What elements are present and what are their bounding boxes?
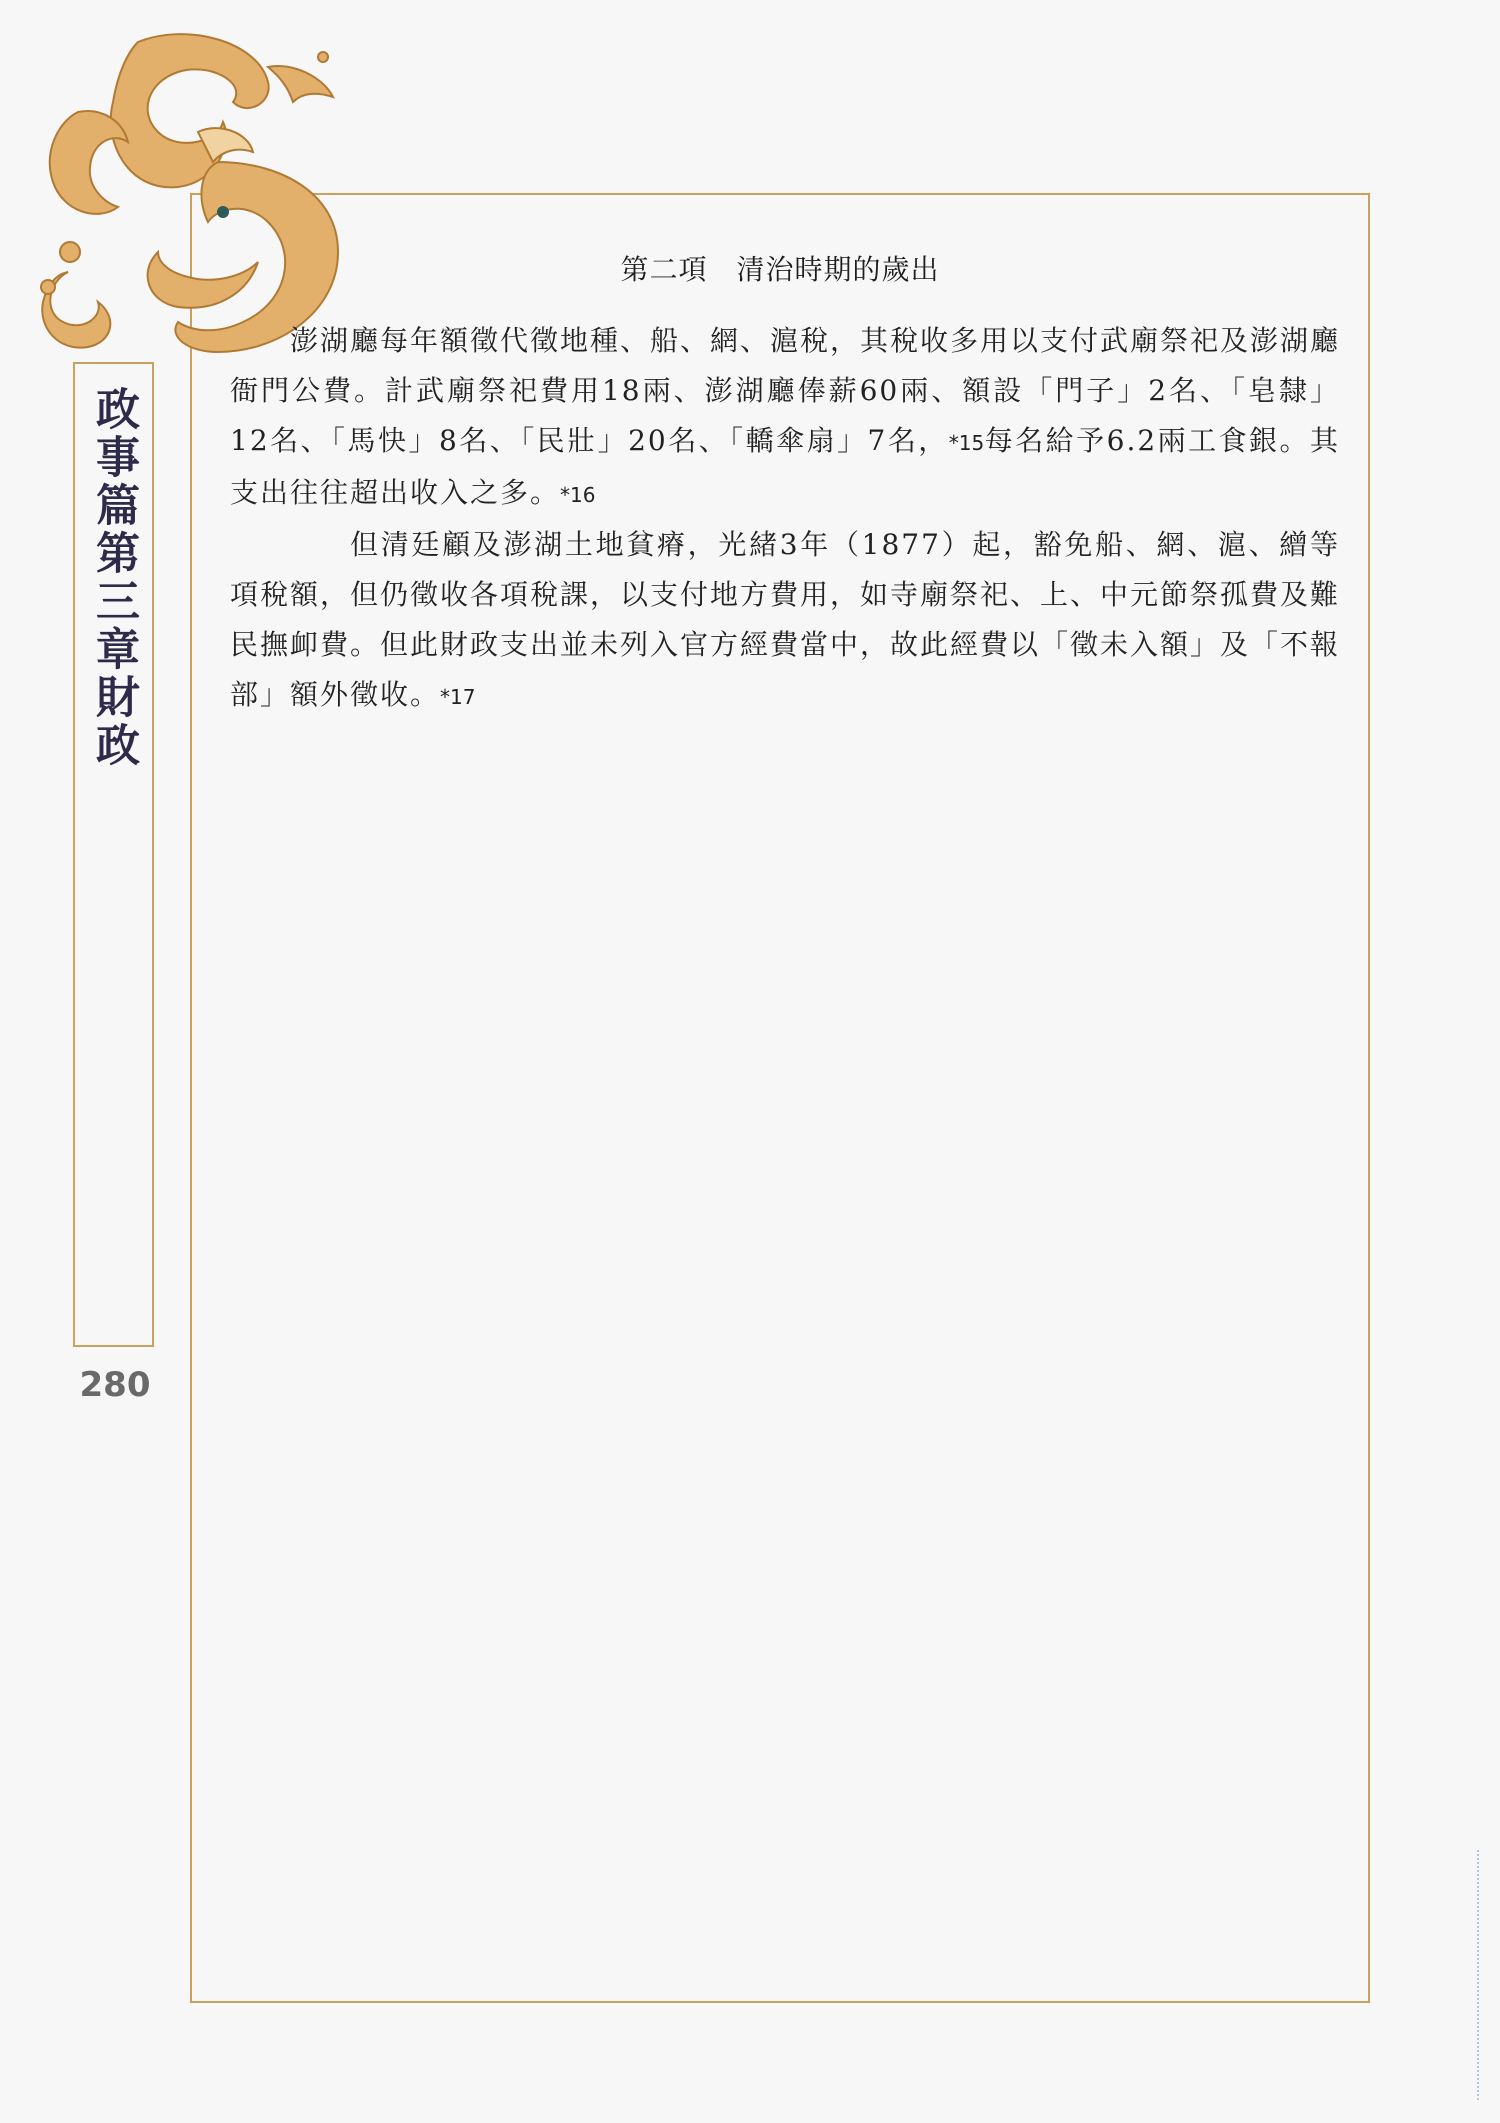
paragraph-1-text-2: 每名給予6.2兩工食銀。其支出往往超出收入之多。 [230, 424, 1341, 509]
paragraph-1 [230, 316, 1340, 520]
section-title: 第二項 清治時期的歲出 [620, 253, 940, 286]
chapter-sidebar [73, 362, 154, 1347]
chapter-title-vertical [75, 386, 152, 770]
paragraph-1-text: 澎湖廳每年額徵代徵地種、船、網、滬稅，其稅收多用以支付武廟祭祀及澎湖廳衙門公費。計武廟祭祀費用18兩、澎湖廳俸薪60兩、額設「門子」2名、「皂隸」 12名、「馬快」8名、「民壯」20名、「轎傘扇」7名， [230, 324, 1341, 457]
paragraph-2 [230, 520, 1340, 722]
chapter-part: 政事篇 [88, 386, 139, 530]
scan-edge-mark [1477, 1850, 1482, 2100]
footnote-ref-17: *17 [440, 685, 476, 709]
paragraph-2-text: 但清廷顧及澎湖土地貧瘠，光緒3年（1877）起，豁免船、網、滬、繒等項稅額，但仍徵收各項稅課，以支付地方費用，如寺廟祭祀、上、中元節祭孤費及難民撫卹費。但此財政支出並未列入官方經費當中，故此經費以「徵未入額」及「不報部」額外徵收。 [230, 528, 1341, 711]
chapter-name: 財政 [88, 674, 139, 770]
footnote-ref-16: *16 [560, 483, 596, 507]
page-number: 280 [79, 1365, 151, 1405]
body-text [230, 316, 1340, 722]
footnote-ref-15: *15 [948, 431, 985, 455]
chapter-number: 第三章 [88, 530, 139, 674]
